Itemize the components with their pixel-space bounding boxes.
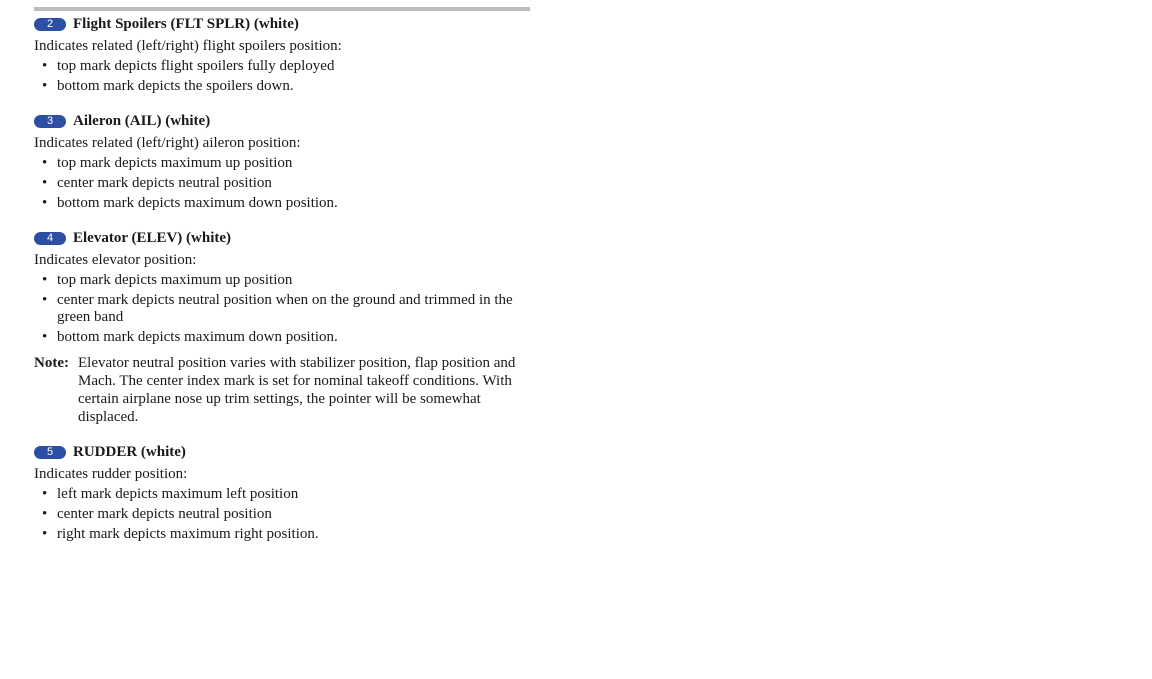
section-description: Indicates rudder position: — [34, 466, 188, 482]
bullet-list — [34, 155, 530, 212]
section-title: RUDDER (white) — [73, 443, 186, 460]
section-heading — [34, 111, 530, 131]
note-label: Note: — [34, 355, 69, 371]
section-description: Indicates elevator position: — [34, 252, 197, 268]
list-item: • left mark depicts maximum left position — [42, 486, 299, 502]
list-item: • center mark depicts neutral position when on the ground and trimmed in the green band — [42, 292, 513, 325]
list-item: • center mark depicts neutral position — [42, 506, 272, 522]
list-item: • bottom mark depicts the spoilers down. — [42, 78, 294, 94]
section-description: Indicates related (left/right) flight spoilers position: — [34, 38, 342, 54]
list-item: • center mark depicts neutral position — [42, 175, 272, 191]
callout-number-badge: 3 — [34, 115, 66, 128]
section-aileron — [34, 111, 530, 212]
section-heading — [34, 14, 530, 34]
section-heading — [34, 442, 530, 462]
section-heading — [34, 228, 530, 248]
bullet-list — [34, 486, 530, 543]
callout-number-badge: 2 — [34, 18, 66, 31]
list-item: • top mark depicts maximum up position — [42, 155, 293, 171]
list-item: • right mark depicts maximum right position. — [42, 526, 319, 542]
section-title: Flight Spoilers (FLT SPLR) (white) — [73, 15, 299, 32]
list-item: • top mark depicts flight spoilers fully deployed — [42, 58, 335, 74]
section-description: Indicates related (left/right) aileron position: — [34, 135, 301, 151]
callout-number-badge: 4 — [34, 232, 66, 245]
section-rudder — [34, 442, 530, 543]
section-title: Aileron (AIL) (white) — [73, 112, 211, 129]
document-page — [34, 7, 530, 546]
top-rule — [34, 7, 530, 11]
section-title: Elevator (ELEV) (white) — [73, 229, 232, 246]
section-elevator — [34, 228, 530, 426]
list-item: • top mark depicts maximum up position — [42, 272, 293, 288]
callout-number-badge: 5 — [34, 446, 66, 459]
section-flight-spoilers — [34, 14, 530, 95]
bullet-list — [34, 272, 530, 346]
bullet-list — [34, 58, 530, 95]
list-item: • bottom mark depicts maximum down position. — [42, 329, 338, 345]
note-text: Elevator neutral position varies with stabilizer position, flap position and Mach. The center index mark is set for nominal takeoff conditions. With certain airplane nose up trim settings, the pointer will be somewhat displaced. — [78, 355, 516, 425]
note-block — [34, 354, 530, 426]
list-item: • bottom mark depicts maximum down position. — [42, 195, 338, 211]
